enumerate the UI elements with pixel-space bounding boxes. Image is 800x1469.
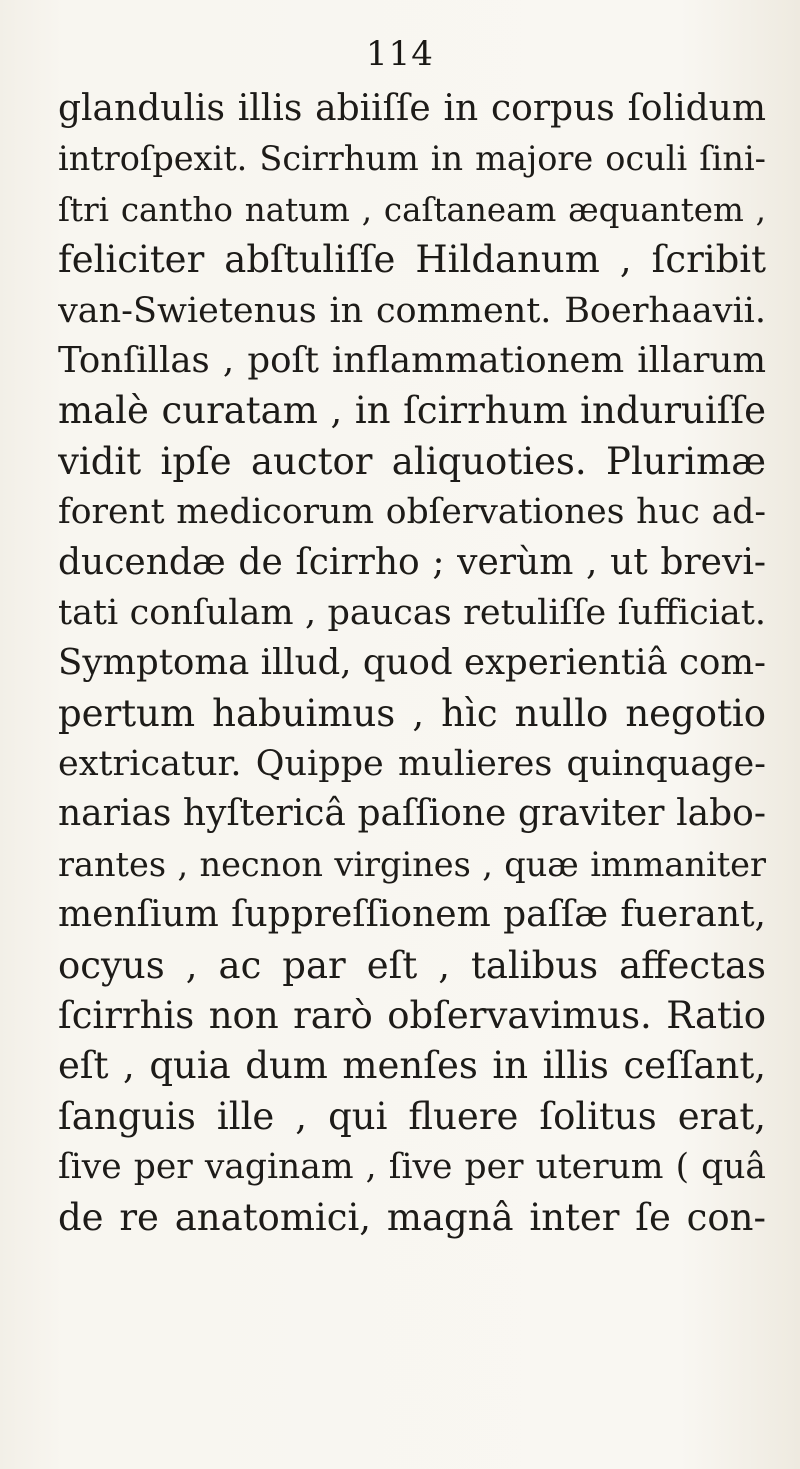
text-line: extricatur. Quippe mulieres quinquage-	[58, 744, 766, 785]
text-line: forent medicorum obſervationes huc ad-	[58, 492, 766, 533]
text-line: Tonſillas , poſt inflammationem illarum	[58, 339, 766, 381]
text-line: glandulis illis abiiſſe in corpus ſolidum	[58, 88, 766, 129]
text-line: ſtri cantho natum , caſtaneam æquantem ,	[58, 190, 766, 229]
text-line: rantes , necnon virgines , quæ immaniter	[58, 844, 766, 884]
text-line: vidit ipſe auctor aliquoties. Plurimæ	[58, 439, 766, 483]
text-line: ducendæ de ſcirrho ; verùm , ut brevi-	[58, 541, 766, 583]
body-text	[58, 84, 766, 1243]
text-line: narias hyſtericâ paſſione graviter labo-	[58, 793, 766, 835]
text-line: ſcirrhis non rarò obſervavimus. Ratio	[58, 994, 766, 1038]
text-line: de re anatomici, magnâ inter ſe con-	[58, 1195, 766, 1239]
text-line: feliciter abſtuliſſe Hildanum , ſcribit	[58, 238, 766, 282]
text-line: tati conſulam , paucas retuliſſe ſufficiat.	[58, 592, 766, 633]
text-line: introſpexit. Scirrhum in majore oculi ſini-	[58, 139, 766, 179]
text-line: ſive per vaginam , ſive per uterum ( quâ	[58, 1147, 766, 1188]
text-line: ocyus , ac par eſt , talibus affectas	[58, 943, 766, 987]
text-line: ſanguis ille , qui fluere ſolitus erat,	[58, 1094, 766, 1138]
page-number: 114	[366, 34, 434, 74]
text-line: eſt , quia dum menſes in illis ceſſant,	[58, 1044, 766, 1088]
text-line: Symptoma illud, quod experientiâ com-	[58, 642, 766, 684]
text-line: pertum habuimus , hìc nullo negotio	[58, 691, 766, 735]
text-line: menſium ſuppreſſionem paſſæ fuerant,	[58, 894, 766, 936]
text-line: malè curatam , in ſcirrhum induruiſſe	[58, 389, 766, 433]
text-line: van-Swietenus in comment. Boerhaavii.	[58, 290, 766, 331]
